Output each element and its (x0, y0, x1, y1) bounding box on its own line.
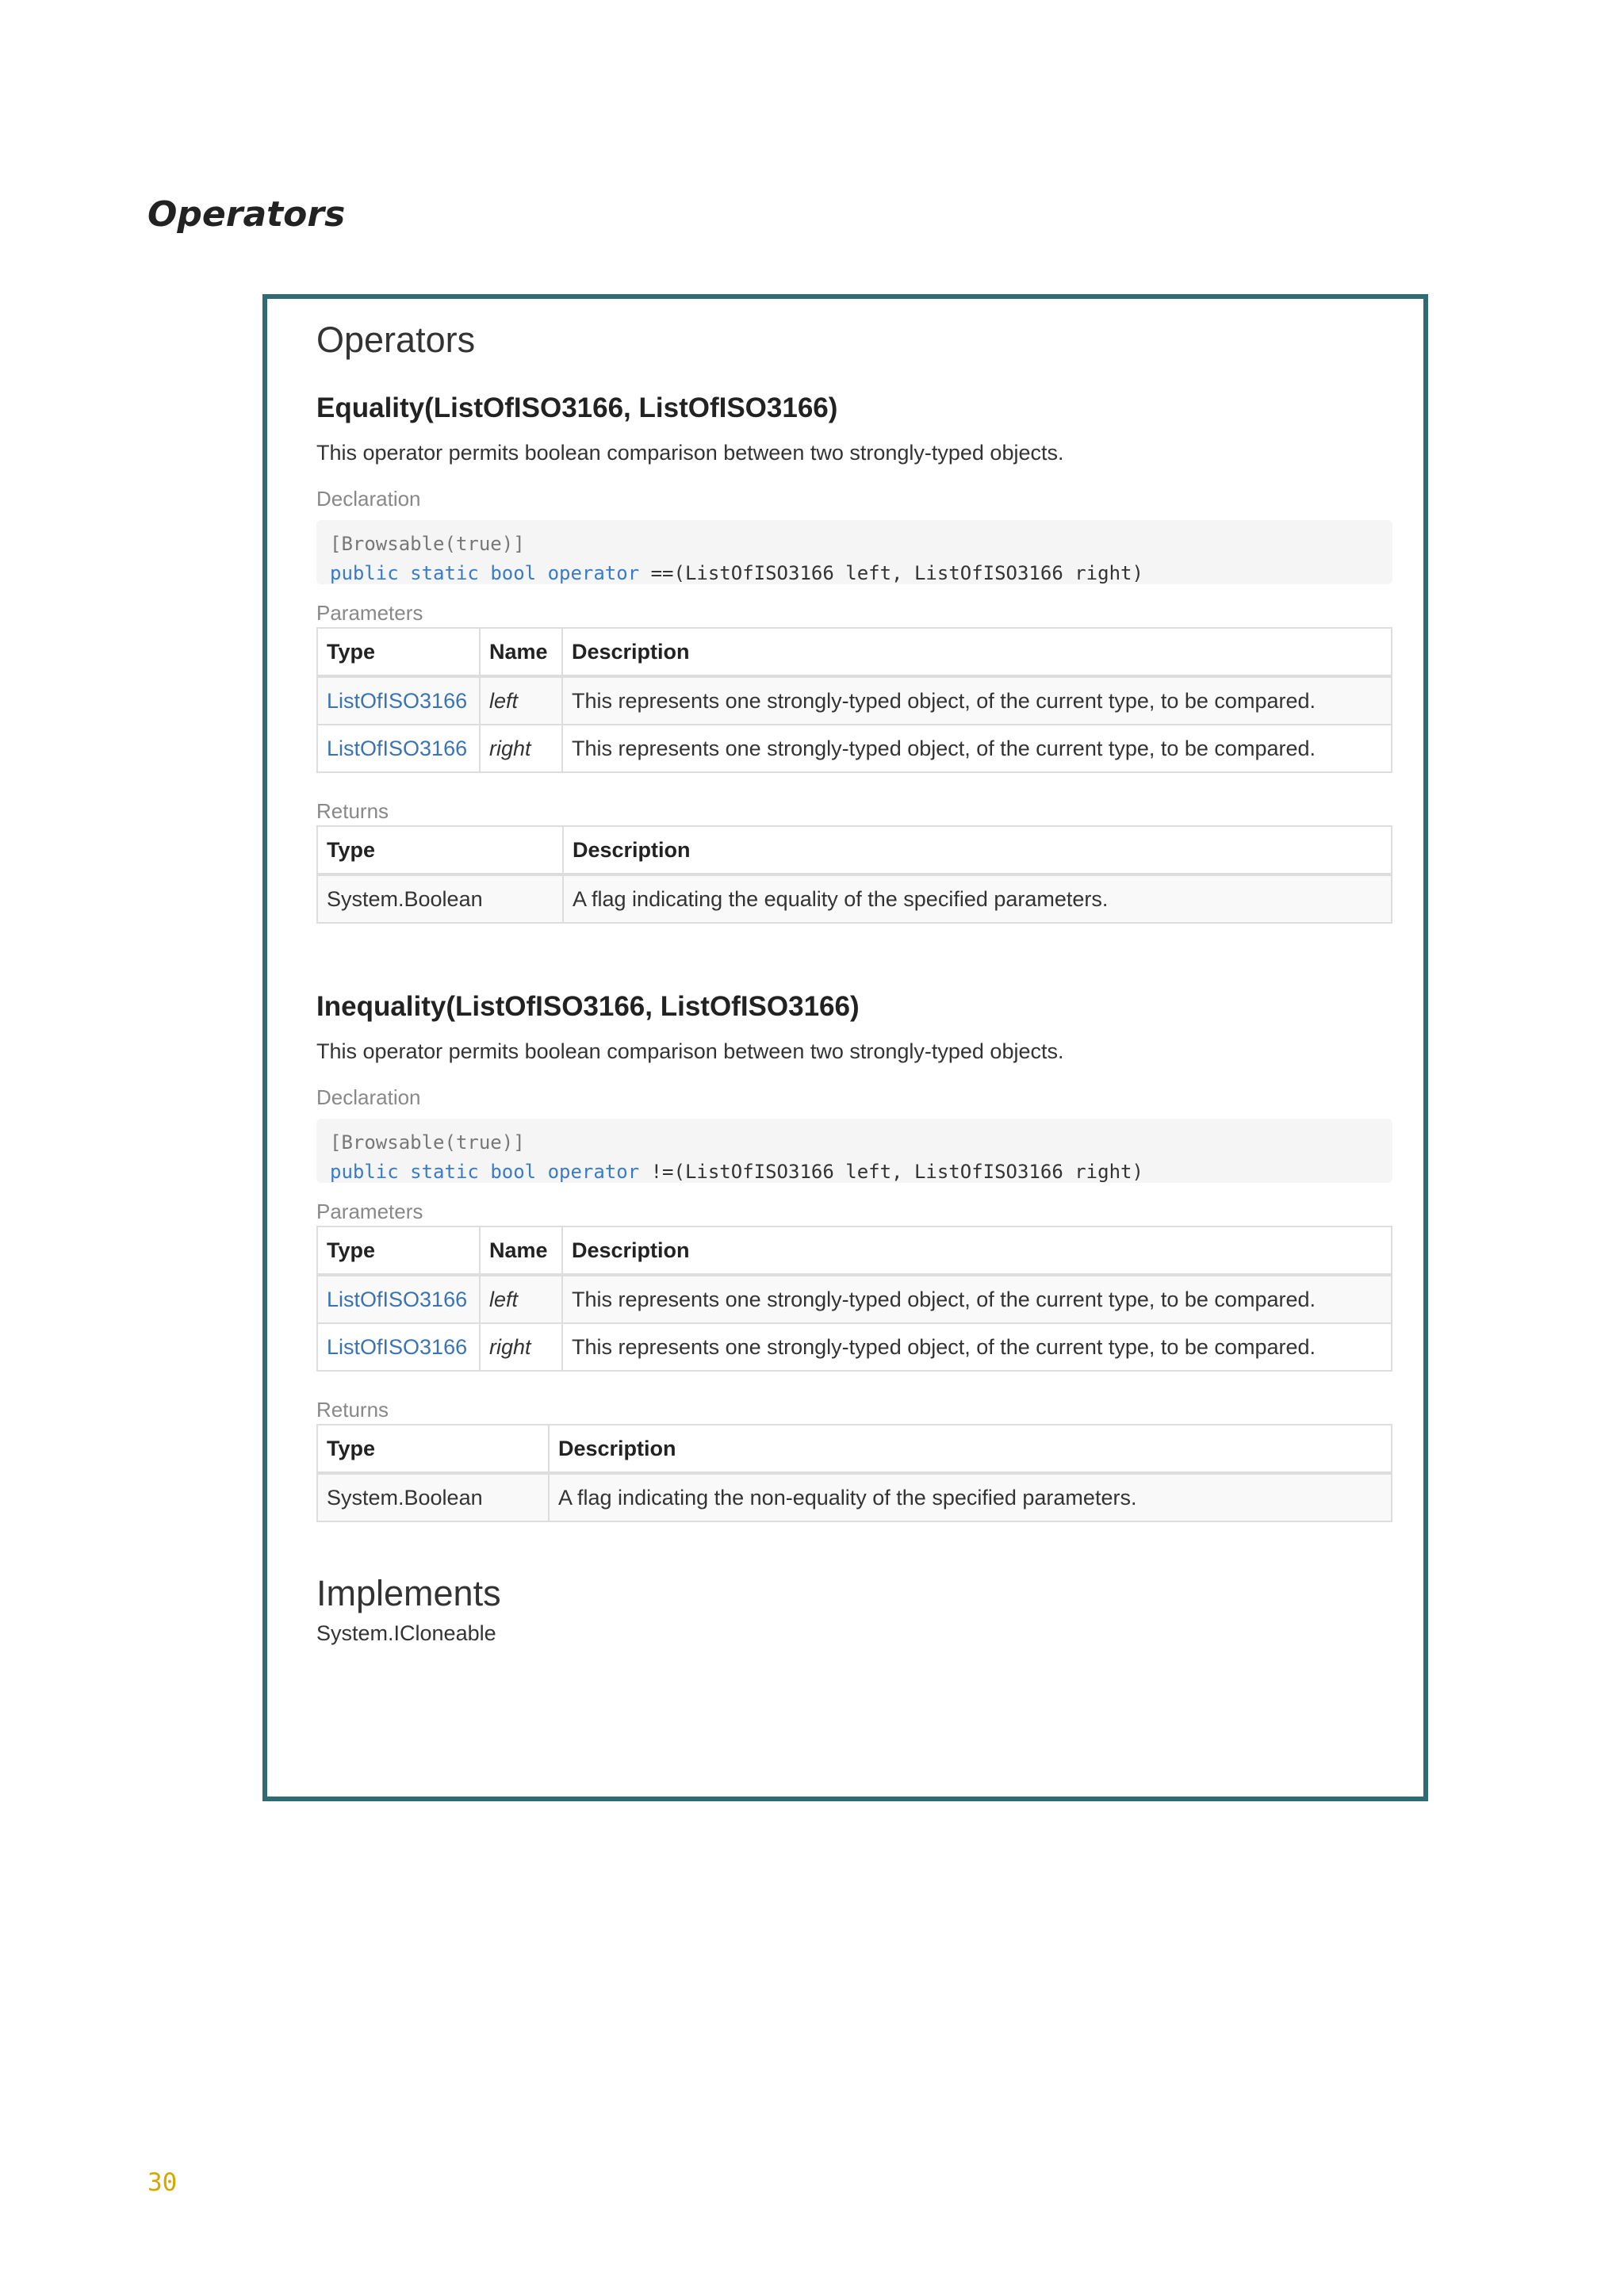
code-attribute: [Browsable(true)] (330, 1131, 525, 1154)
column-header-name: Name (480, 628, 562, 676)
implements-title: Implements (316, 1573, 501, 1613)
operator-inequality (316, 924, 1392, 1522)
column-header-description: Description (563, 826, 1392, 874)
parameters-table (316, 627, 1392, 773)
implements-value: System.ICloneable (316, 1621, 496, 1645)
return-description: A flag indicating the non-equality of the specified parameters. (549, 1473, 1392, 1521)
param-description: This represents one strongly-typed object, of the current type, to be compared. (562, 676, 1392, 725)
parameters-label: Parameters (316, 1200, 423, 1223)
param-name: right (480, 1323, 562, 1371)
param-name: left (480, 1275, 562, 1323)
documentation-frame (262, 294, 1428, 1801)
column-header-description: Description (562, 1226, 1392, 1275)
parameters-label: Parameters (316, 601, 423, 625)
column-header-name: Name (480, 1226, 562, 1275)
page-number: 30 (147, 2168, 178, 2197)
code-signature: ==(ListOfISO3166 left, ListOfISO3166 right) (650, 562, 1143, 584)
column-header-description: Description (562, 628, 1392, 676)
code-attribute: [Browsable(true)] (330, 533, 525, 555)
table-row (317, 676, 1392, 725)
column-header-type: Type (317, 826, 563, 874)
code-keyword-static: static (410, 1161, 479, 1183)
param-type-link[interactable]: ListOfISO3166 (317, 1275, 480, 1323)
column-header-type: Type (317, 1425, 549, 1473)
operator-title: Equality(ListOfISO3166, ListOfISO3166) (316, 392, 838, 423)
column-header-description: Description (549, 1425, 1392, 1473)
declaration-code-block (316, 520, 1392, 584)
column-header-type: Type (317, 1226, 480, 1275)
param-description: This represents one strongly-typed object, of the current type, to be compared. (562, 1275, 1392, 1323)
table-row (317, 725, 1392, 772)
table-row (317, 874, 1392, 923)
operator-title: Inequality(ListOfISO3166, ListOfISO3166) (316, 991, 860, 1022)
returns-table (316, 825, 1392, 924)
code-keyword-public: public (330, 1161, 399, 1183)
code-keyword-operator: operator (547, 562, 640, 584)
return-type: System.Boolean (317, 874, 563, 923)
param-name: left (480, 676, 562, 725)
code-keyword-bool: bool (490, 1161, 537, 1183)
doc-content (316, 316, 1392, 1649)
returns-label: Returns (316, 799, 389, 823)
page-heading: Operators (147, 194, 346, 235)
returns-label: Returns (316, 1398, 389, 1422)
code-signature: !=(ListOfISO3166 left, ListOfISO3166 right) (650, 1161, 1143, 1183)
operator-summary: This operator permits boolean comparison between two strongly-typed objects. (316, 441, 1064, 465)
param-name: right (480, 725, 562, 772)
table-row (317, 1323, 1392, 1371)
return-type: System.Boolean (317, 1473, 549, 1521)
returns-table (316, 1424, 1392, 1522)
operator-summary: This operator permits boolean comparison between two strongly-typed objects. (316, 1039, 1064, 1063)
code-keyword-static: static (410, 562, 479, 584)
code-keyword-bool: bool (490, 562, 537, 584)
param-type-link[interactable]: ListOfISO3166 (317, 1323, 480, 1371)
declaration-label: Declaration (316, 487, 421, 511)
code-keyword-public: public (330, 562, 399, 584)
param-description: This represents one strongly-typed object, of the current type, to be compared. (562, 1323, 1392, 1371)
param-type-link[interactable]: ListOfISO3166 (317, 725, 480, 772)
column-header-type: Type (317, 628, 480, 676)
parameters-table (316, 1226, 1392, 1372)
section-title: Operators (316, 320, 476, 360)
operator-equality (316, 364, 1392, 924)
return-description: A flag indicating the equality of the specified parameters. (563, 874, 1392, 923)
table-row (317, 1275, 1392, 1323)
declaration-code-block (316, 1119, 1392, 1183)
param-description: This represents one strongly-typed object, of the current type, to be compared. (562, 725, 1392, 772)
table-row (317, 1473, 1392, 1521)
param-type-link[interactable]: ListOfISO3166 (317, 676, 480, 725)
declaration-label: Declaration (316, 1085, 421, 1109)
code-keyword-operator: operator (547, 1161, 640, 1183)
